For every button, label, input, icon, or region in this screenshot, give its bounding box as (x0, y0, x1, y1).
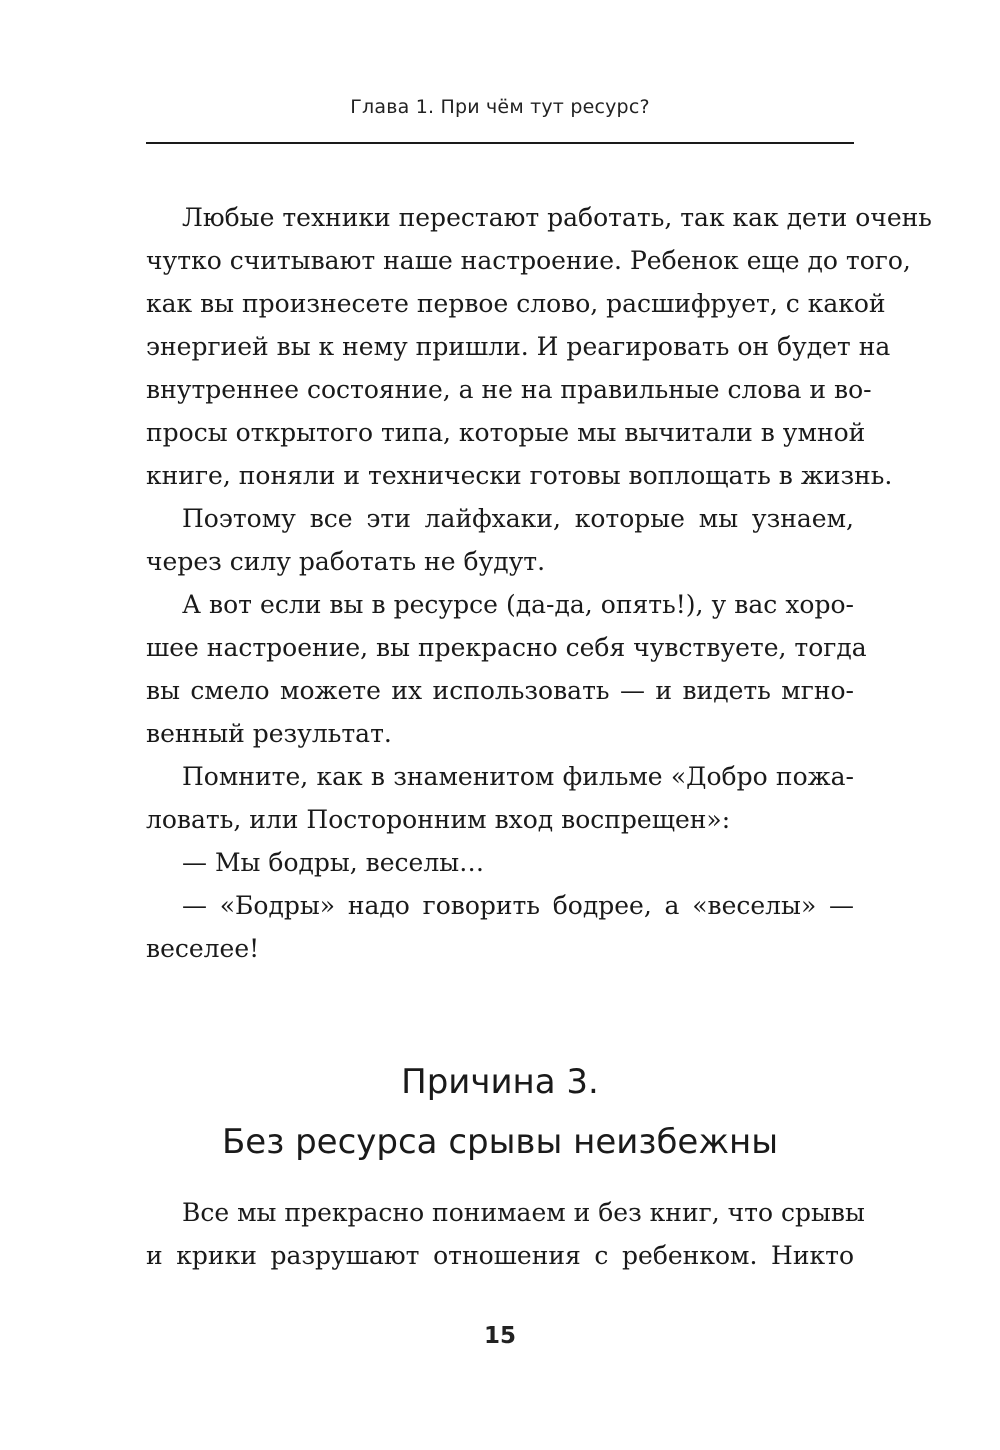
text-line: Помните, как в знаменитом фильме «Добро пожа- (182, 762, 854, 791)
text-line: и крики разрушают отношения с ребенком. Никто (146, 1241, 854, 1270)
text-line: чутко считывают наше настроение. Ребенок еще до того, (146, 246, 911, 275)
text-line: энергией вы к нему пришли. И реагировать он будет на (146, 332, 891, 361)
section-heading (146, 1052, 854, 1172)
page-number: 15 (483, 1323, 516, 1349)
text-line: Поэтому все эти лайфхаки, которые мы узнаем, (182, 504, 854, 533)
text-line: через силу работать не будут. (146, 547, 546, 576)
text-line: А вот если вы в ресурсе (да-да, опять!), у вас хоро- (182, 590, 854, 619)
text-line: Любые техники перестают работать, так как дети очень (182, 203, 932, 232)
text-line: ловать, или Посторонним вход воспрещен»: (146, 805, 731, 834)
text-line: вы смело можете их использовать — и видеть мгно- (146, 676, 854, 705)
text-line: как вы произнесете первое слово, расшифрует, с какой (146, 289, 886, 318)
text-line: венный результат. (146, 719, 392, 748)
text-line: веселее! (146, 934, 260, 963)
text-line: внутреннее состояние, а не на правильные слова и во- (146, 375, 872, 404)
body-text-block (146, 1191, 865, 1277)
text-line: просы открытого типа, которые мы вычитали в умной (146, 418, 866, 447)
text-line: — «Бодры» надо говорить бодрее, а «веселы» — (182, 891, 854, 920)
header-rule (146, 142, 854, 144)
section-heading-line-2: Без ресурса срывы неизбежны (221, 1122, 779, 1162)
text-line: Все мы прекрасно понимаем и без книг, что срывы (182, 1198, 865, 1227)
running-head: Глава 1. При чём тут ресурс? (350, 96, 650, 118)
section-heading-line-1: Причина 3. (401, 1062, 599, 1102)
text-line: шее настроение, вы прекрасно себя чувствуете, тогда (146, 633, 867, 662)
text-line: — Мы бодры, веселы… (182, 848, 485, 877)
body-text-block (146, 196, 932, 970)
text-line: книге, поняли и технически готовы воплощать в жизнь. (146, 461, 893, 490)
